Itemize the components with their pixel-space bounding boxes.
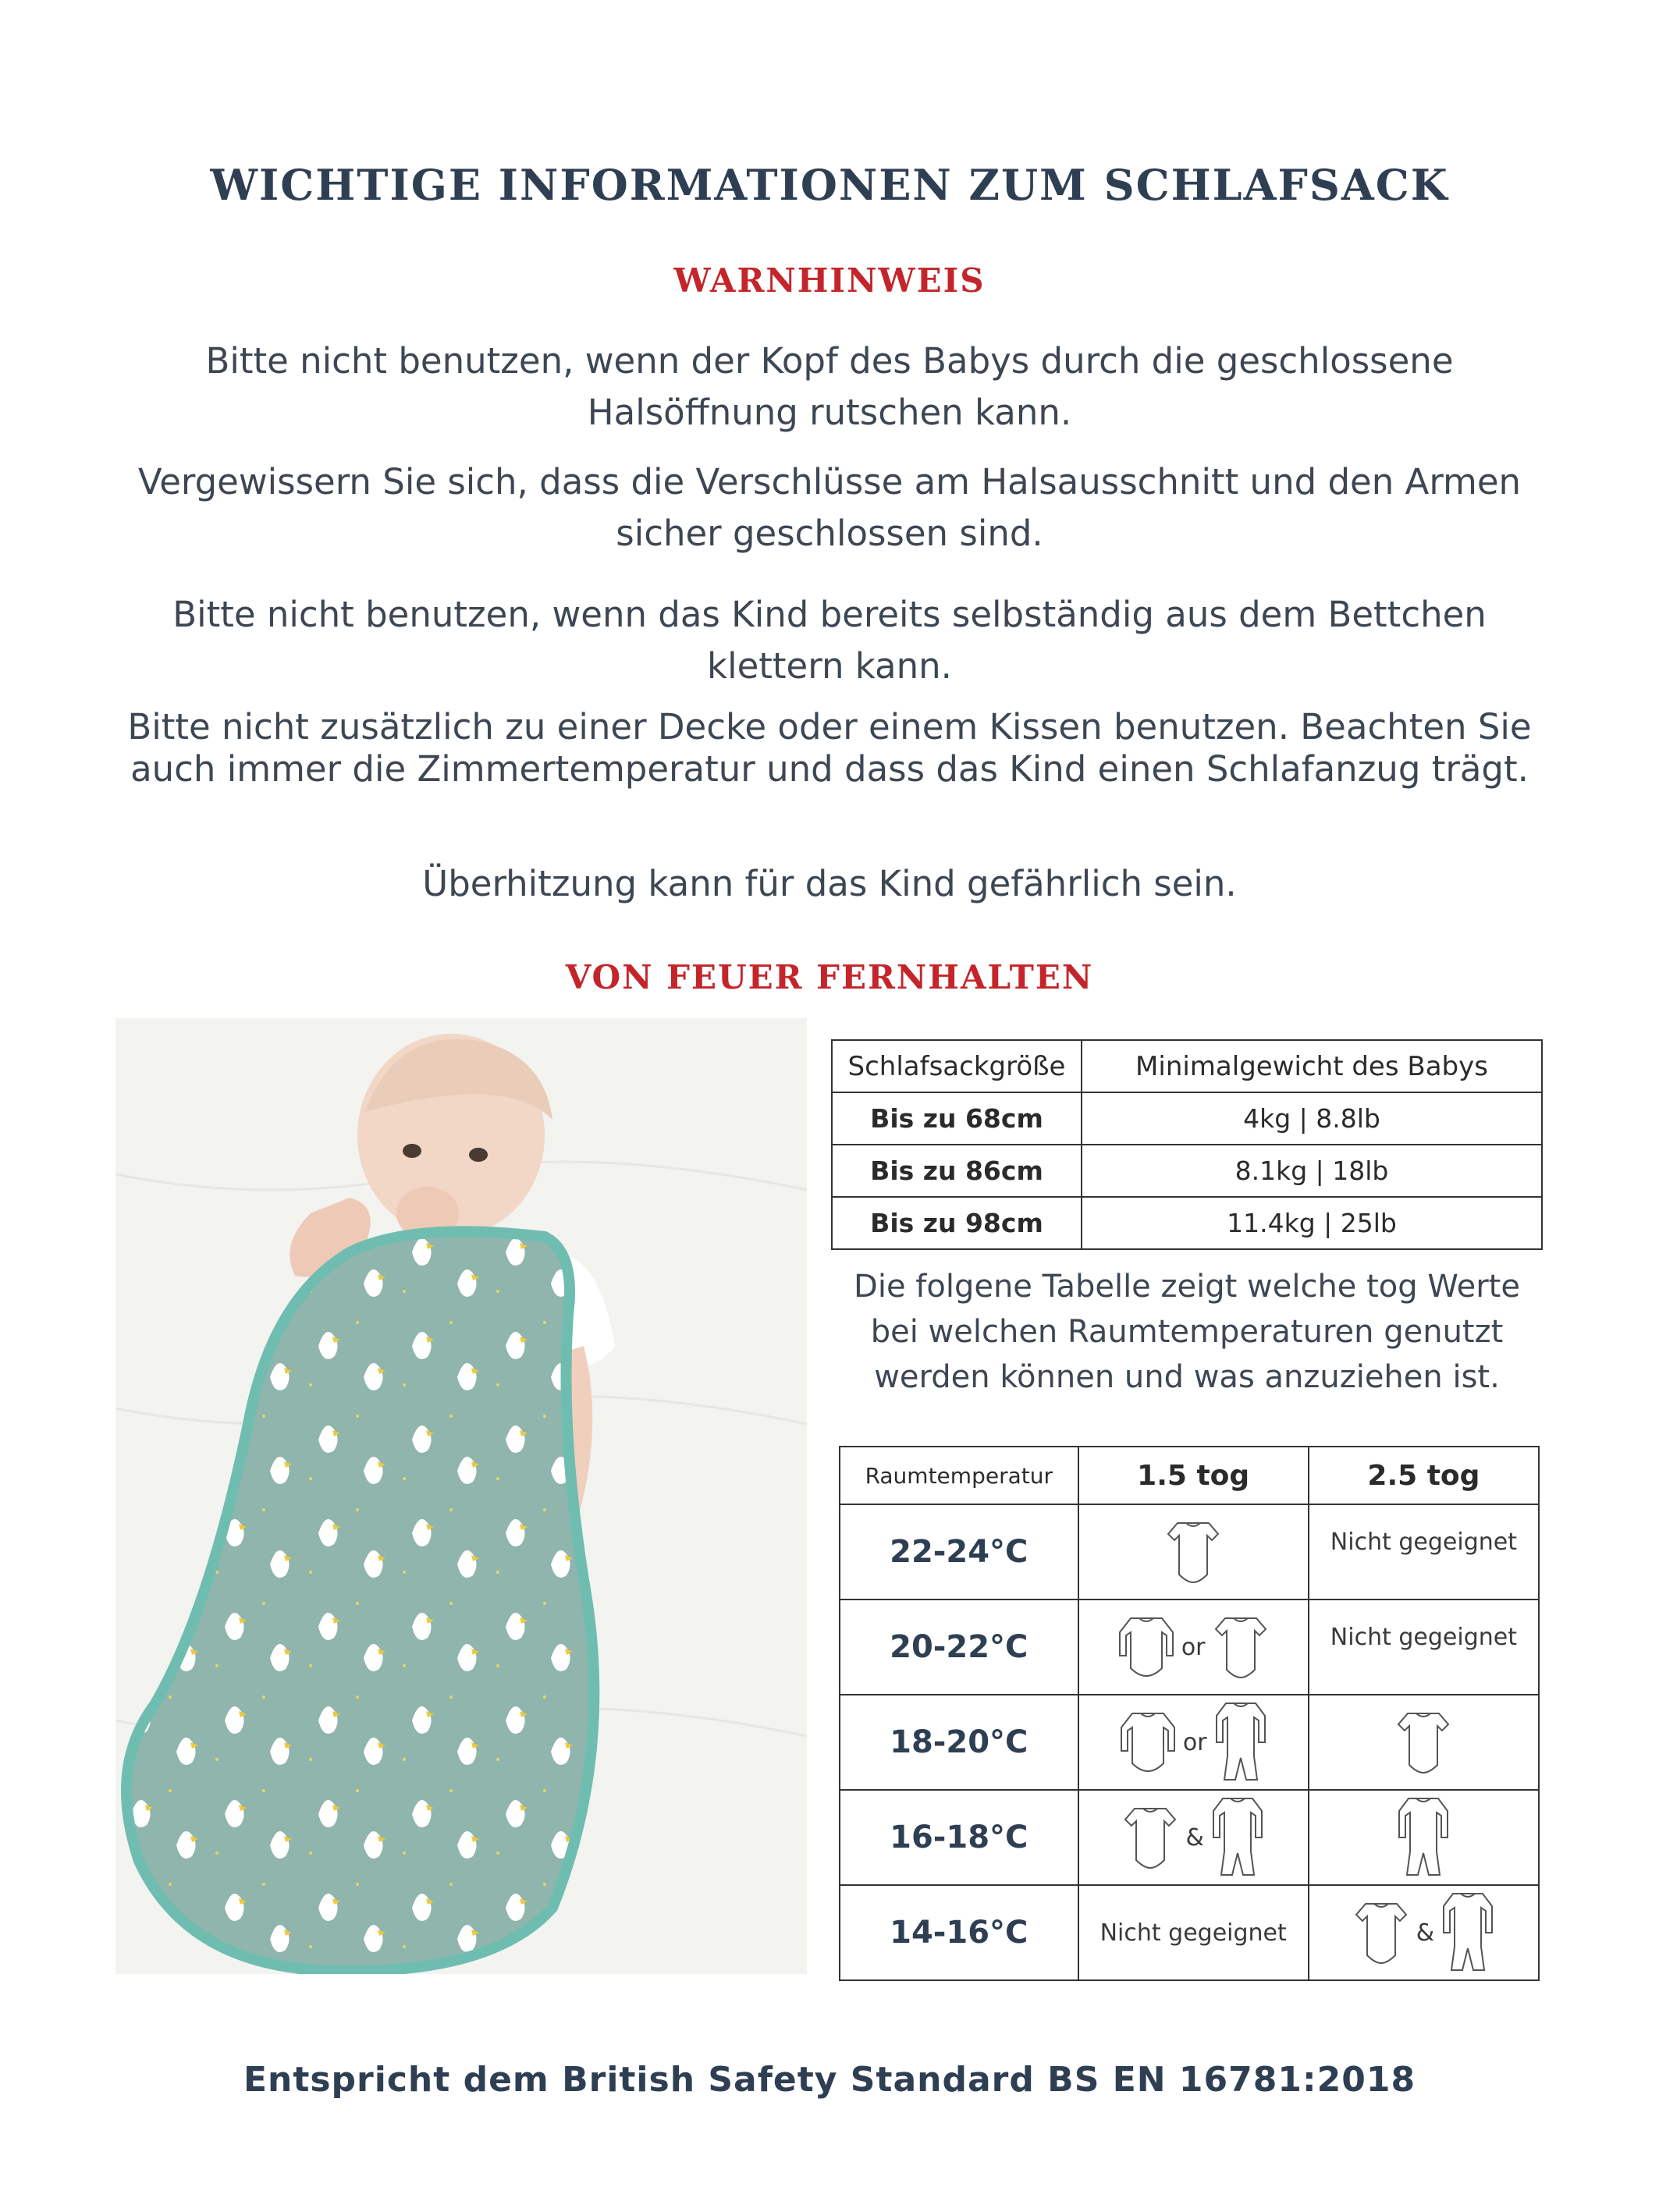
short-sleeve-bodysuit-icon [1123, 1804, 1178, 1871]
tog25-cell [1309, 1790, 1539, 1885]
tog25-cell [1309, 1504, 1539, 1600]
short-sleeve-bodysuit-icon [1354, 1899, 1409, 1966]
tog-header-15: 1.5 tog [1078, 1447, 1309, 1504]
table-row [840, 1885, 1539, 1980]
tog-table-intro: Die folgene Tabelle zeigt welche tog Werte bei welchen Raumtemperaturen genutzt werden können und was anzuziehen ist. [854, 1269, 1520, 1395]
warning-paragraph-1: Bitte nicht benutzen, wenn der Kopf des Babys durch die geschlossene Halsöffnung rutschen kann. [205, 340, 1454, 433]
conjunction-text: & [1416, 1919, 1435, 1947]
conjunction-text: or [1182, 1728, 1207, 1756]
conjunction-text: or [1181, 1633, 1206, 1661]
tog-header-temperature: Raumtemperatur [840, 1447, 1078, 1504]
temperature-cell: 22-24°C [840, 1504, 1078, 1600]
weight-cell: 4kg | 8.8lb [1082, 1092, 1542, 1145]
table-row [840, 1790, 1539, 1885]
conjunction-text: & [1185, 1823, 1204, 1852]
weight-table [831, 1039, 1543, 1250]
table-row [840, 1504, 1539, 1600]
tog15-cell [1078, 1790, 1309, 1885]
temperature-cell: 18-20°C [840, 1695, 1078, 1790]
tog15-cell [1078, 1695, 1309, 1790]
warning-paragraph-4: Bitte nicht zusätzlich zu einer Decke oder einem Kissen benutzen. Beachten Sie auch immer die Zimmertemperatur und dass das Kind einen Schlafanzug trägt. [127, 706, 1532, 790]
tog25-cell [1309, 1695, 1539, 1790]
long-sleeve-bodysuit-icon [1119, 1614, 1174, 1681]
page-title: WICHTIGE INFORMATIONEN ZUM SCHLAFSACK [210, 160, 1449, 210]
table-row [832, 1145, 1542, 1197]
table-row [832, 1092, 1542, 1145]
warning-paragraph-2: Vergewissern Sie sich, dass die Verschlüsse am Halsausschnitt und den Armen sicher geschlossen sind. [137, 461, 1522, 554]
warning-paragraph-3: Bitte nicht benutzen, wenn das Kind bereits selbständig aus dem Bettchen klettern kann. [172, 594, 1487, 687]
weight-table-header-size: Schlafsackgröße [832, 1040, 1082, 1092]
weight-cell: 8.1kg | 18lb [1082, 1145, 1542, 1197]
tog-header-25: 2.5 tog [1309, 1447, 1539, 1504]
sleepsuit-icon [1442, 1891, 1494, 1975]
sleepsuit-icon [1215, 1700, 1266, 1784]
table-row [840, 1695, 1539, 1790]
not-suitable-text: Nicht gegeignet [1330, 1529, 1517, 1556]
short-sleeve-bodysuit-icon [1213, 1614, 1268, 1681]
sleepsuit-icon [1398, 1795, 1449, 1880]
warning-paragraph-5: Überhitzung kann für das Kind gefährlich sein. [422, 863, 1237, 904]
tog25-cell [1309, 1885, 1539, 1980]
tog15-cell [1078, 1600, 1309, 1695]
size-cell: Bis zu 86cm [832, 1145, 1082, 1197]
short-sleeve-bodysuit-icon [1166, 1518, 1220, 1585]
table-row [832, 1197, 1542, 1249]
table-row [840, 1600, 1539, 1695]
size-cell: Bis zu 98cm [832, 1197, 1082, 1249]
tog-table [839, 1446, 1540, 1981]
tog15-cell [1078, 1504, 1309, 1600]
sleepsuit-icon [1212, 1795, 1263, 1880]
not-suitable-text: Nicht gegeignet [1099, 1919, 1287, 1947]
short-sleeve-bodysuit-icon [1396, 1709, 1451, 1776]
tog25-cell [1309, 1600, 1539, 1695]
temperature-cell: 16-18°C [840, 1790, 1078, 1885]
long-sleeve-bodysuit-icon [1121, 1709, 1175, 1776]
baby-sleeping-bag-photo [115, 1018, 807, 1974]
not-suitable-text: Nicht gegeignet [1330, 1624, 1517, 1651]
safety-standard-footer: Entspricht dem British Safety Standard BS EN 16781:2018 [243, 2060, 1416, 2100]
weight-table-header-weight: Minimalgewicht des Babys [1082, 1040, 1542, 1092]
warning-heading: WARNHINWEIS [673, 261, 986, 300]
weight-cell: 11.4kg | 25lb [1082, 1197, 1542, 1249]
temperature-cell: 20-22°C [840, 1600, 1078, 1695]
tog15-cell [1078, 1885, 1309, 1980]
size-cell: Bis zu 68cm [832, 1092, 1082, 1145]
temperature-cell: 14-16°C [840, 1885, 1078, 1980]
fire-warning-heading: VON FEUER FERNHALTEN [565, 958, 1094, 996]
